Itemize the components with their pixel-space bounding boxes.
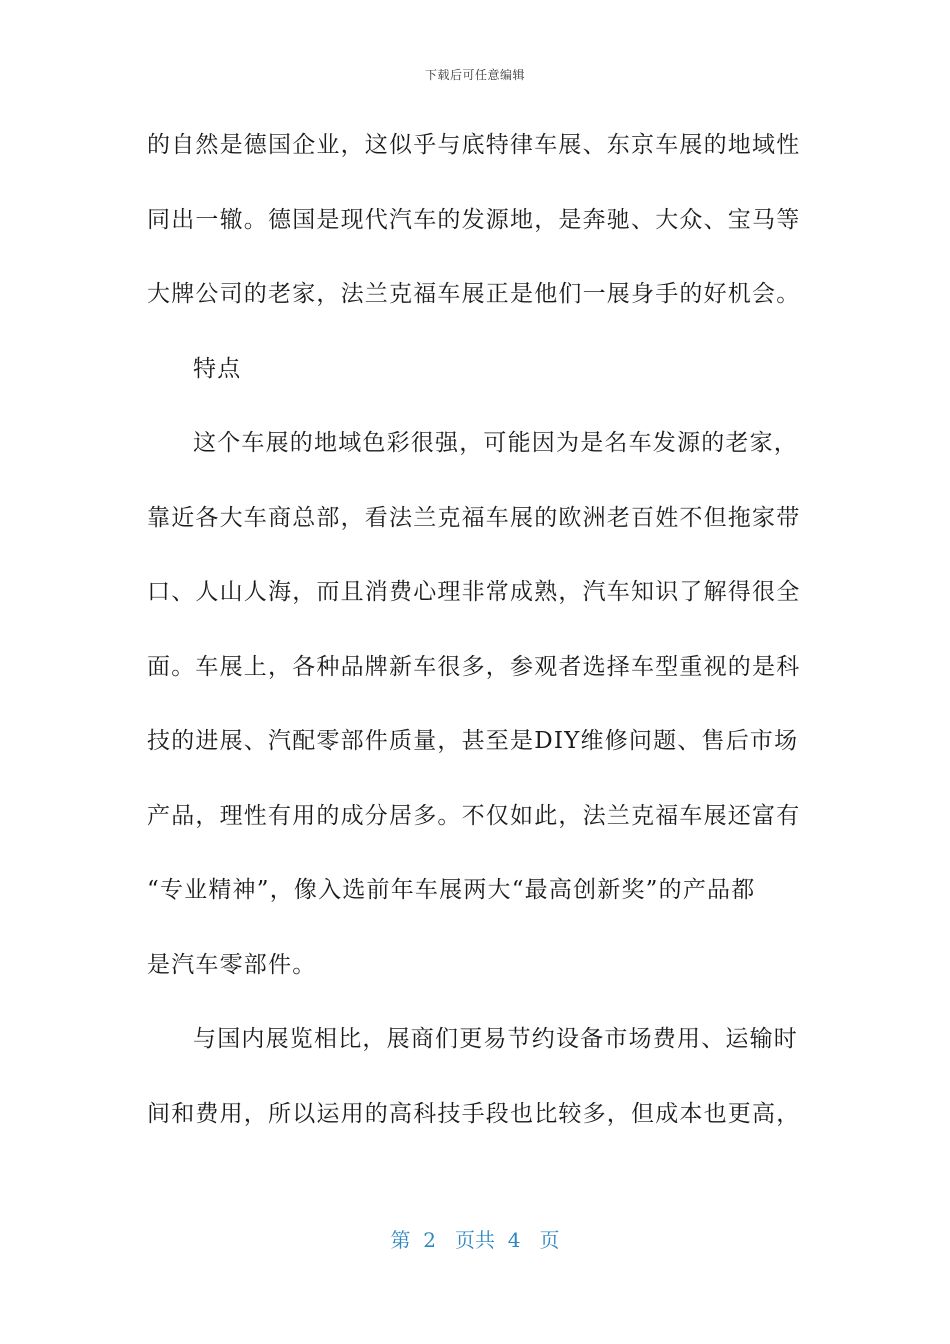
- body-line: 间和费用，所以运用的高科技手段也比较多，但成本也更高，: [147, 1100, 801, 1127]
- body-line: “专业精神”，像入选前年车展两大“最高创新奖”的产品都: [147, 877, 756, 903]
- body-line: 这个车展的地域色彩很强，可能因为是名车发源的老家，: [193, 430, 798, 456]
- document-body: [147, 108, 807, 1151]
- body-line: 靠近各大车商总部，看法兰克福车展的欧洲老百姓不但拖家带: [147, 504, 801, 531]
- body-line: 面。车展上，各种品牌新车很多，参观者选择车型重视的是科: [147, 653, 801, 680]
- page-header-note: 下载后可任意编辑: [424, 68, 525, 82]
- page-number-footer: 第 2 页共 4 页: [390, 1228, 560, 1252]
- body-line: 是汽车零部件。: [147, 951, 317, 978]
- body-line: 的自然是德国企业，这似乎与底特律车展、东京车展的地域性: [147, 132, 801, 158]
- section-heading: 特点: [193, 355, 242, 382]
- body-line: 产品，理性有用的成分居多。不仅如此，法兰克福车展还富有: [147, 802, 801, 829]
- body-line: 口、人山人海，而且消费心理非常成熟，汽车知识了解得很全: [147, 579, 801, 605]
- body-line: 大牌公司的老家，法兰克福车展正是他们一展身手的好机会。: [147, 281, 801, 307]
- body-line: 与国内展览相比，展商们更易节约设备市场费用、运输时: [193, 1026, 798, 1052]
- body-line: 技的进展、汽配零部件质量，甚至是DIY维修问题、售后市场: [147, 728, 799, 754]
- body-line: 同出一辙。德国是现代汽车的发源地，是奔驰、大众、宝马等: [147, 206, 801, 233]
